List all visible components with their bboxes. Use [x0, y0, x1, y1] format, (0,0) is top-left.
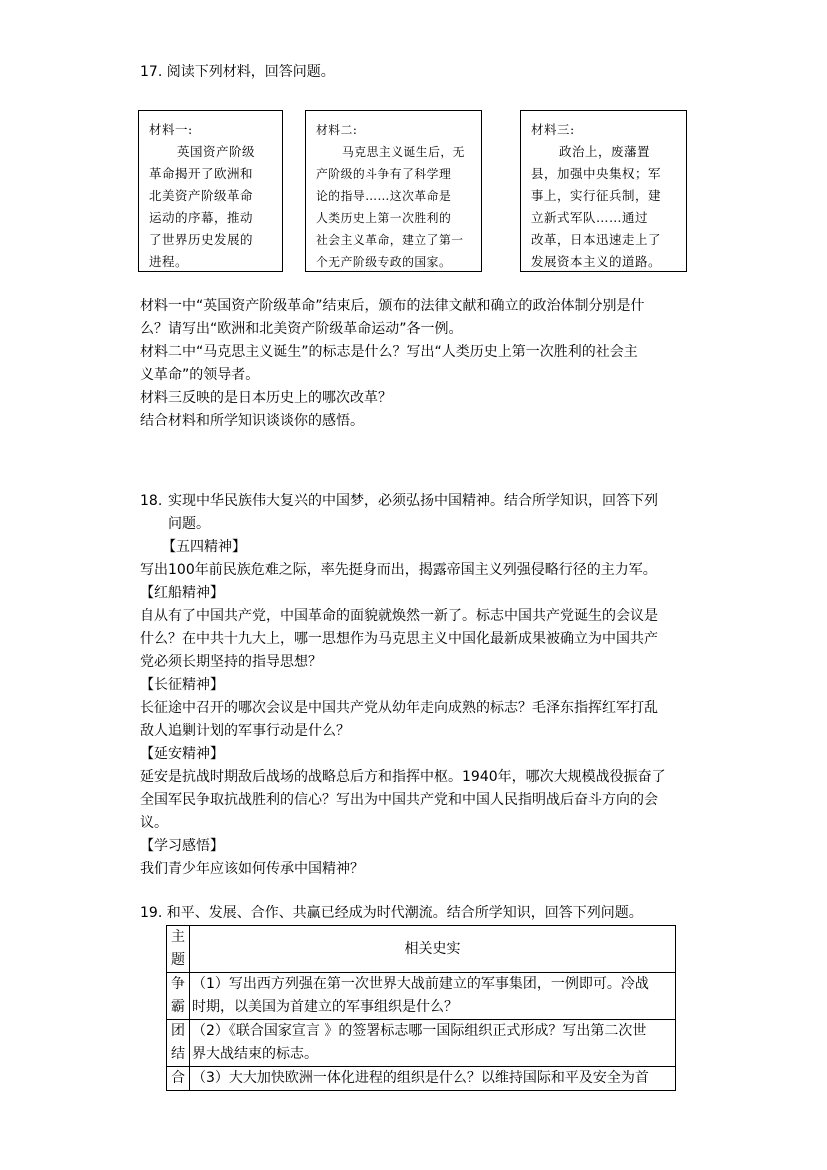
material-2-line: 论的指导……这次革命是 — [316, 189, 452, 203]
material-3-line: 政治上，废藩置 — [559, 144, 651, 159]
row-facts — [190, 973, 676, 1020]
row-fact-line: 时期，以美国为首建立的军事组织是什么？ — [192, 999, 458, 1015]
material-3-line: 事上，实行征兵制，建 — [531, 188, 662, 203]
q18-title — [168, 490, 658, 536]
section-heading: 【五四精神】 — [162, 539, 246, 555]
row-theme — [167, 1067, 190, 1091]
row-facts — [190, 1020, 676, 1067]
material-1-line: 英国资产阶级 — [177, 144, 256, 159]
section-line: 全国军民争取抗战胜利的信心？写出为中国共产党和中国人民指明战后奋斗方向的会 — [140, 792, 658, 808]
material-2-line: 人类历史上第一次胜利的 — [316, 211, 452, 225]
header-theme-char: 题 — [171, 952, 185, 968]
material-3-box — [520, 110, 687, 272]
table-row — [167, 1067, 676, 1091]
q18-body — [140, 536, 666, 881]
section-line: 写出100年前民族危难之际，率先挺身而出，揭露帝国主义列强侵略行径的主力军。 — [140, 562, 657, 578]
row-fact-line: （2）《联合国家宣言 》的签署标志哪一国际组织正式形成？写出第二次世 — [192, 1023, 647, 1039]
material-1-line: 运动的序幕，推动 — [149, 210, 254, 225]
material-2-line: 马克思主义诞生后，无 — [342, 145, 465, 159]
material-2-line: 社会主义革命，建立了第一 — [316, 233, 464, 247]
q17-title: 17. 阅读下列材料，回答问题。 — [140, 64, 335, 80]
table-header-facts: 相关史实 — [190, 926, 676, 973]
table-header-theme — [167, 926, 190, 973]
section-heading: 【长征精神】 — [140, 677, 224, 693]
q17-question-line: 材料二中“马克思主义诞生”的标志是什么？写出“人类历史上第一次胜利的社会主 — [140, 344, 638, 360]
section-line: 什么？在中共十九大上，哪一思想作为马克思主义中国化最新成果被确立为中国共产 — [140, 631, 658, 647]
material-1-line: 北美资产阶级革命 — [149, 188, 254, 203]
section-heading: 【学习感悟】 — [140, 838, 224, 854]
material-2-line: 个无产阶级专政的国家。 — [316, 255, 452, 269]
section-line: 长征途中召开的哪次会议是中国共产党从幼年走向成熟的标志？毛泽东指挥红军打乱 — [140, 700, 658, 716]
row-theme-char: 结 — [171, 1046, 185, 1062]
section-heading: 【红船精神】 — [140, 585, 224, 601]
section-line: 我们青少年应该如何传承中国精神？ — [140, 861, 364, 877]
material-2-label: 材料二: — [316, 123, 358, 137]
table-header-row — [167, 926, 676, 973]
q19-title: 19. 和平、发展、合作、共赢已经成为时代潮流。结合所学知识，回答下列问题。 — [140, 905, 643, 921]
q17-question-line: 材料一中“英国资产阶级革命”结束后，颁布的法律文献和确立的政治体制分别是什 — [140, 298, 645, 314]
row-facts — [190, 1067, 676, 1091]
q18-title-line: 问题。 — [168, 516, 210, 532]
table-row — [167, 1020, 676, 1067]
section-line: 自从有了中国共产党，中国革命的面貌就焕然一新了。标志中国共产党诞生的会议是 — [140, 608, 658, 624]
material-3-label: 材料三: — [531, 122, 575, 137]
material-2-line: 产阶级的斗争有了科学理 — [316, 167, 452, 181]
row-theme — [167, 1020, 190, 1067]
material-1-box — [138, 110, 283, 272]
row-fact-line: （3）大大加快欧洲一体化进程的组织是什么？以维持国际和平及安全为首 — [192, 1070, 649, 1086]
material-3-line: 立新式军队……通过 — [531, 210, 649, 225]
material-1-line: 进程。 — [149, 254, 189, 269]
q17-questions — [140, 295, 645, 433]
header-theme-char: 主 — [171, 929, 185, 945]
material-1-line: 革命揭开了欧洲和 — [149, 166, 254, 181]
section-heading: 【延安精神】 — [140, 746, 224, 762]
q17-question-line: 结合材料和所学知识谈谈你的感悟。 — [140, 413, 364, 429]
material-1-line: 了世界历史发展的 — [149, 232, 254, 247]
row-theme-char: 争 — [171, 976, 185, 992]
q18-title-line: 实现中华民族伟大复兴的中国梦，必须弘扬中国精神。结合所学知识，回答下列 — [168, 493, 658, 509]
section-line: 延安是抗战时期敌后战场的战略总后方和指挥中枢。1940年，哪次大规模战役振奋了 — [140, 769, 666, 785]
q17-question-line: 么？请写出“欧洲和北美资产阶级革命运动”各一例。 — [140, 321, 463, 337]
material-1-label: 材料一: — [149, 122, 193, 137]
material-3-line: 改革，日本迅速走上了 — [531, 232, 662, 247]
q18-number: 18. — [140, 493, 163, 509]
table-row — [167, 973, 676, 1020]
section-line: 议。 — [140, 815, 168, 831]
row-theme-char: 霸 — [171, 999, 185, 1015]
row-theme — [167, 973, 190, 1020]
section-line: 党必须长期坚持的指导思想？ — [140, 654, 322, 670]
q19-table — [166, 925, 676, 1091]
material-3-line: 发展资本主义的道路。 — [531, 254, 662, 269]
row-theme-char: 合 — [171, 1070, 185, 1086]
material-2-box — [305, 110, 482, 272]
q17-question-line: 义革命”的领导者。 — [140, 367, 260, 383]
q17-question-line: 材料三反映的是日本历史上的哪次改革？ — [140, 390, 392, 406]
section-line: 敌人追剿计划的军事行动是什么？ — [140, 723, 350, 739]
row-fact-line: （1）写出西方列强在第一次世界大战前建立的军事集团，一例即可。冷战 — [192, 976, 649, 992]
row-theme-char: 团 — [171, 1023, 185, 1039]
material-3-line: 县，加强中央集权；军 — [531, 166, 662, 181]
row-fact-line: 界大战结束的标志。 — [192, 1046, 318, 1062]
